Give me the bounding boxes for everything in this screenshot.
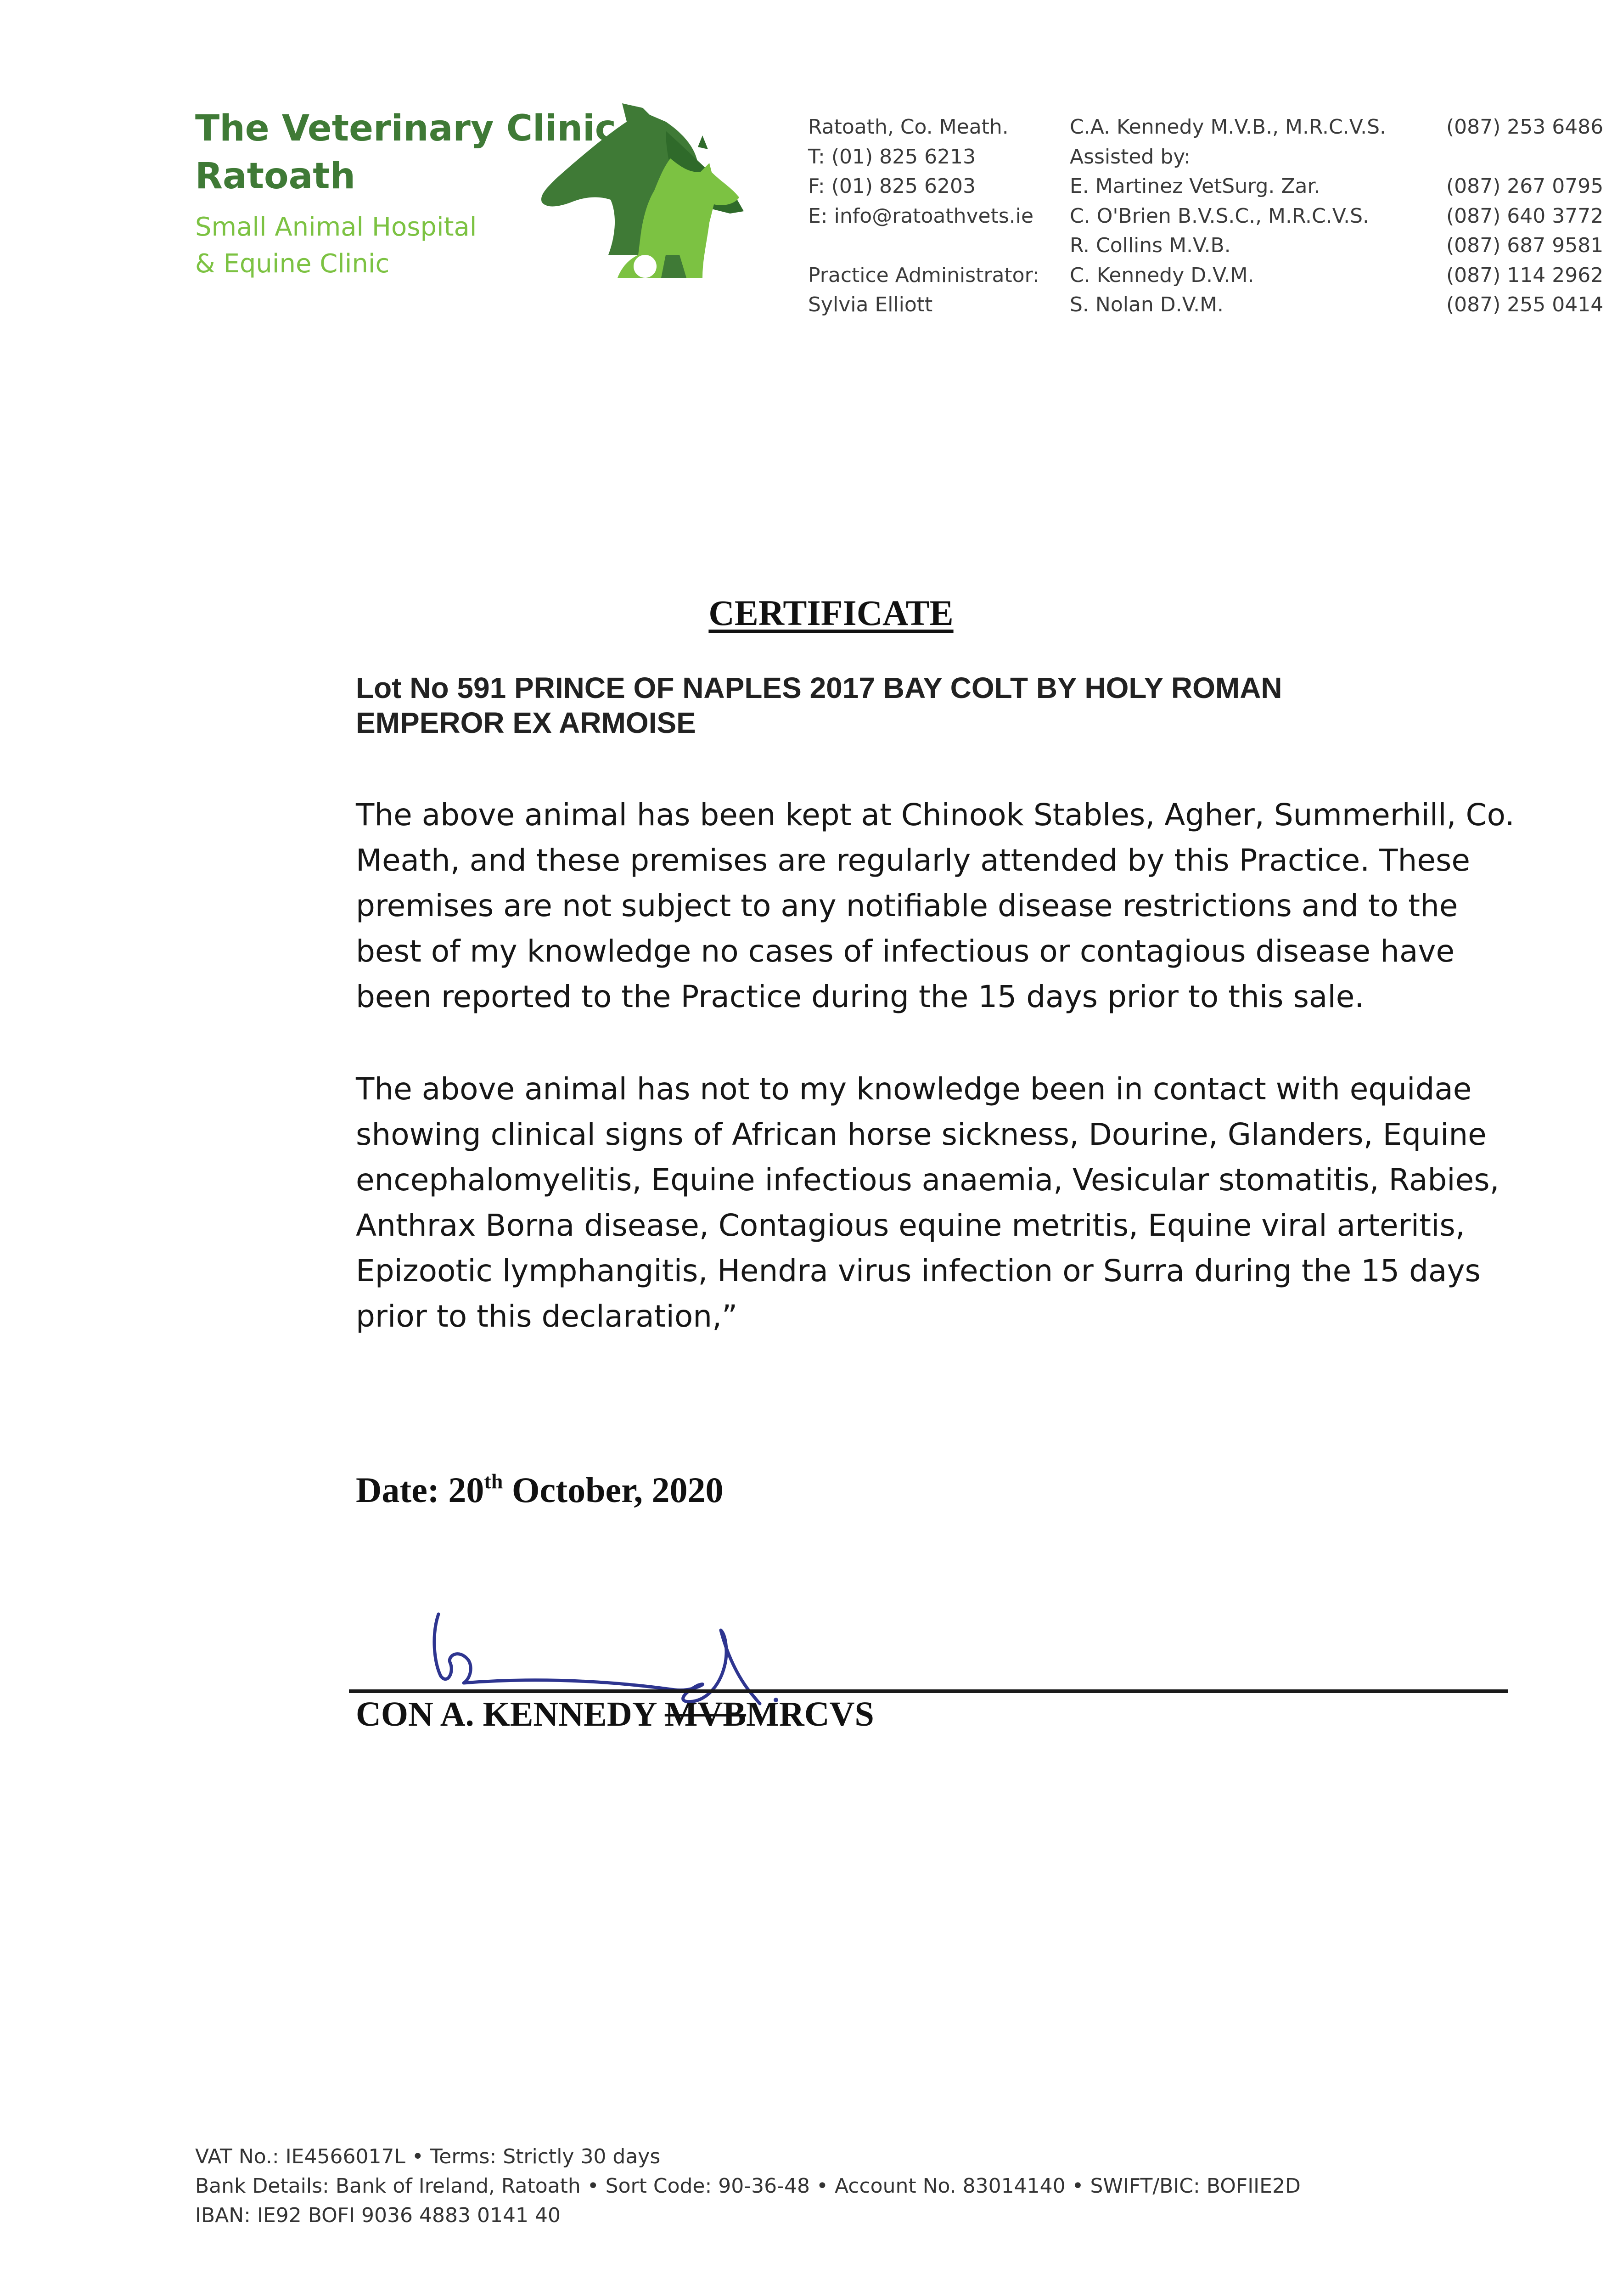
vet-phone: (087) 253 6486: [1446, 115, 1604, 139]
administrator-name: Sylvia Elliott: [808, 293, 933, 316]
certificate-date: [356, 1469, 724, 1511]
vet-assisted-label: Assisted by:: [1070, 145, 1191, 169]
address-line: Ratoath, Co. Meath.: [808, 115, 1009, 139]
clinic-subtitle-line2: & Equine Clinic: [195, 249, 390, 279]
footer-vat: VAT No.: IE4566017L • Terms: Strictly 30 days: [195, 2145, 661, 2168]
signatory-title: MRCVS: [746, 1695, 874, 1733]
vet-phone: (087) 640 3772: [1446, 204, 1604, 228]
address-block: [808, 113, 1039, 320]
vet-phone: (087) 687 9581: [1446, 234, 1604, 257]
clinic-subtitle-line1: Small Animal Hospital: [195, 212, 477, 242]
footer: [195, 2142, 1301, 2230]
vet-entry: C. O'Brien B.V.S.C., M.R.C.V.S.: [1070, 204, 1370, 228]
paragraph-premises: The above animal has been kept at Chinook Stables, Agher, Summerhill, Co. Meath, and these premises are regularly attended by this Practice. These premises are not subject to any notifiable disease restrictions and to the best of my knowledge no cases of infectious or contagious disease have been reported to the Practice during the 15 days prior to this sale.: [356, 797, 1515, 1014]
vet-entry: S. Nolan D.V.M.: [1070, 293, 1224, 316]
vet-entry: C.A. Kennedy M.V.B., M.R.C.V.S.: [1070, 115, 1387, 139]
paragraph-contact: The above animal has not to my knowledge been in contact with equidae showing clinical signs of African horse sickness, Dourine, Glanders, Equine encephalomyelitis, Equine infectious anaemia, Vesicular stomatitis, Rabies, Anthrax Borna disease, Contagious equine metritis, Equine viral arteritis, Epizootic lymphangitis, Hendra virus infection or Surra during the 15 days prior to this declaration,”: [356, 1071, 1499, 1334]
vet-phones: [1446, 113, 1603, 320]
signatory-name-text: CON A. KENNEDY: [356, 1695, 665, 1733]
fax-line: F: (01) 825 6203: [808, 174, 976, 198]
certificate-title: CERTIFICATE: [708, 593, 954, 633]
footer-iban: IBAN: IE92 BOFI 9036 4883 0141 40: [195, 2204, 561, 2227]
vet-phone: (087) 267 0795: [1446, 174, 1604, 198]
signature-line: [349, 1689, 1508, 1693]
vet-entry: C. Kennedy D.V.M.: [1070, 263, 1254, 287]
vet-entry: E. Martinez VetSurg. Zar.: [1070, 174, 1320, 198]
date-suffix: th: [484, 1469, 503, 1493]
vet-phone: (087) 255 0414: [1446, 293, 1604, 316]
date-rest: October, 2020: [503, 1470, 724, 1510]
vet-entry: R. Collins M.V.B.: [1070, 234, 1231, 257]
horse-dog-logo-icon: [528, 103, 762, 278]
footer-bank: Bank Details: Bank of Ireland, Ratoath • Sort Code: 90-36-48 • Account No. 83014140 • SWIFT/BIC: BOFIIE2D: [195, 2174, 1301, 2198]
lot-description: Lot No 591 PRINCE OF NAPLES 2017 BAY COLT BY HOLY ROMAN EMPEROR EX ARMOISE: [356, 671, 1282, 739]
clinic-name-line2: Ratoath: [195, 156, 356, 197]
email-line: E: info@ratoathvets.ie: [808, 204, 1034, 228]
clinic-name-line1: The Veterinary Clinic: [195, 108, 617, 149]
signatory-name: [356, 1694, 874, 1734]
date-label: Date: 20: [356, 1470, 484, 1510]
administrator-label: Practice Administrator:: [808, 263, 1039, 287]
clinic-subtitle: [195, 209, 477, 282]
phone-line: T: (01) 825 6213: [808, 145, 976, 169]
vet-phone: (087) 114 2962: [1446, 263, 1604, 287]
signatory-struck-qualification: MVB: [664, 1695, 747, 1733]
vets-list: [1070, 113, 1386, 320]
